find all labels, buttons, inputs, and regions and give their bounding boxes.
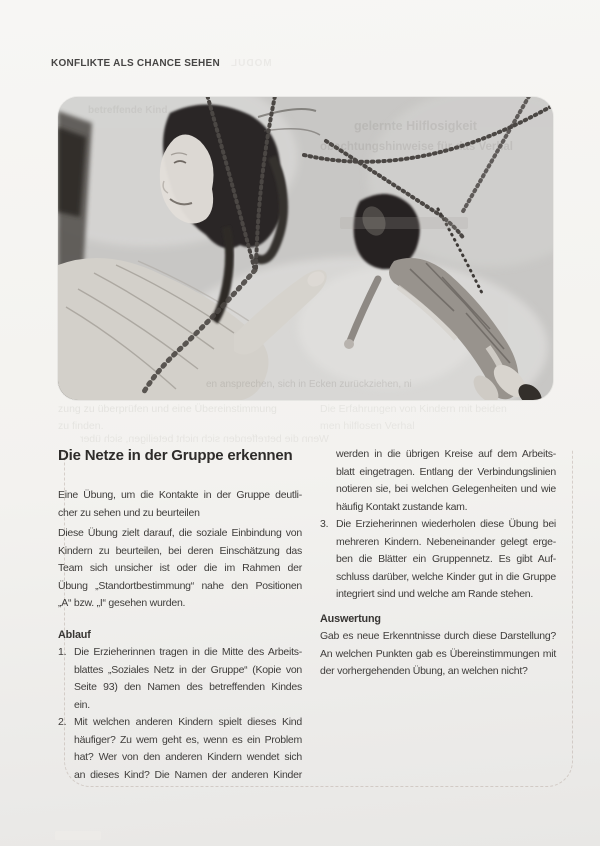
list-number: 2.: [58, 716, 67, 728]
photo-bleedthrough-text: en ansprechen, sich in Ecken zurückziehen, ni: [206, 379, 412, 390]
article-left-column: [58, 445, 302, 784]
running-header-bleedthrough: MODUL: [230, 58, 273, 69]
article-right-column: [320, 446, 556, 681]
photo-bleedthrough-headline: obachtungshinweise für das Verhal: [320, 141, 513, 153]
list-item-3: 3. Die Erzieherinnen wiederholen diese Übung bei mehreren Kindern. Nebeneinander gelegt erge- ben die Blätter ein Gruppennetz. Es gibt Auf- schluss darüber, welche Kinder gut in die Gruppe integriert sind und welche am Rande stehen.: [320, 518, 556, 600]
article-subtitle: Eine Übung, um die Kontakte in der Gruppe deutli- cher zu sehen und zu beurteilen: [58, 489, 302, 519]
swing-photo: [58, 97, 553, 400]
article-intro: Diese Übung zielt darauf, die soziale Einbindung von Kindern zu beurteilen, bei deren Einschätzung das Team sich unsicher ist oder die im Rahmen der Übung „Standortbestimmung“ nahe den Positionen „A“ bzw. „I“ gesehen wurden.: [58, 527, 302, 609]
bleedthrough-line: men hilflosen Verhal: [320, 420, 415, 432]
list-item-2: 2. Mit welchen anderen Kindern spielt dieses Kind häufiger? Zu wem geht es, wenn es ein Problem hat? Wer von den anderen Kindern wendet sich an dieses Kind? Die Namen der anderen Kinder: [58, 716, 302, 781]
auswertung-paragraph: Gab es neue Erkenntnisse durch diese Darstellung? An welchen Punkten gab es Übereinstimmungen mit der vorhergehenden Übung, an welchen nicht?: [320, 630, 556, 677]
running-header: [51, 53, 272, 71]
page-number-bleedthrough: [55, 831, 101, 840]
bleedthrough-line: zung zu überprüfen und eine Übereinstimmung: [58, 403, 277, 415]
list-item-1: 1. Die Erzieherinnen tragen in die Mitte des Arbeits- blattes „Soziales Netz in der Gruppe“ (Kopie von Seite 93) den Namen des betreffenden Kindes ein.: [58, 646, 302, 711]
bleedthrough-line: Die Erfahrungen von Kindern mit beiden: [320, 403, 507, 415]
doll-head: [354, 194, 420, 269]
photo-bleedthrough-text: betreffende Kind: [88, 105, 168, 116]
auswertung-heading: Auswertung: [320, 612, 381, 625]
list-number: 3.: [320, 518, 329, 530]
photo-bleedthrough-headline: gelernte Hilflosigkeit: [354, 119, 477, 133]
article-title: Die Netze in der Gruppe erkennen: [58, 447, 293, 464]
ablauf-heading: Ablauf: [58, 628, 91, 641]
list-number: 1.: [58, 646, 67, 658]
list-item-2-continuation: werden in die übrigen Kreise auf dem Arbeits- blatt eingetragen. Entlang der Verbindungslinien notieren sie, bei welchen Gelegenheiten und wie häufig Kontakt zustande kam.: [336, 448, 556, 513]
bleedthrough-line: zu finden.: [58, 420, 104, 432]
running-header-text: KONFLIKTE ALS CHANCE SEHEN: [51, 58, 220, 69]
bleedthrough-mirrored-line: Wenn die betreffenden sich nicht beteiligen, sich über: [80, 433, 329, 445]
photo-bleedthrough-bar: [340, 217, 468, 229]
